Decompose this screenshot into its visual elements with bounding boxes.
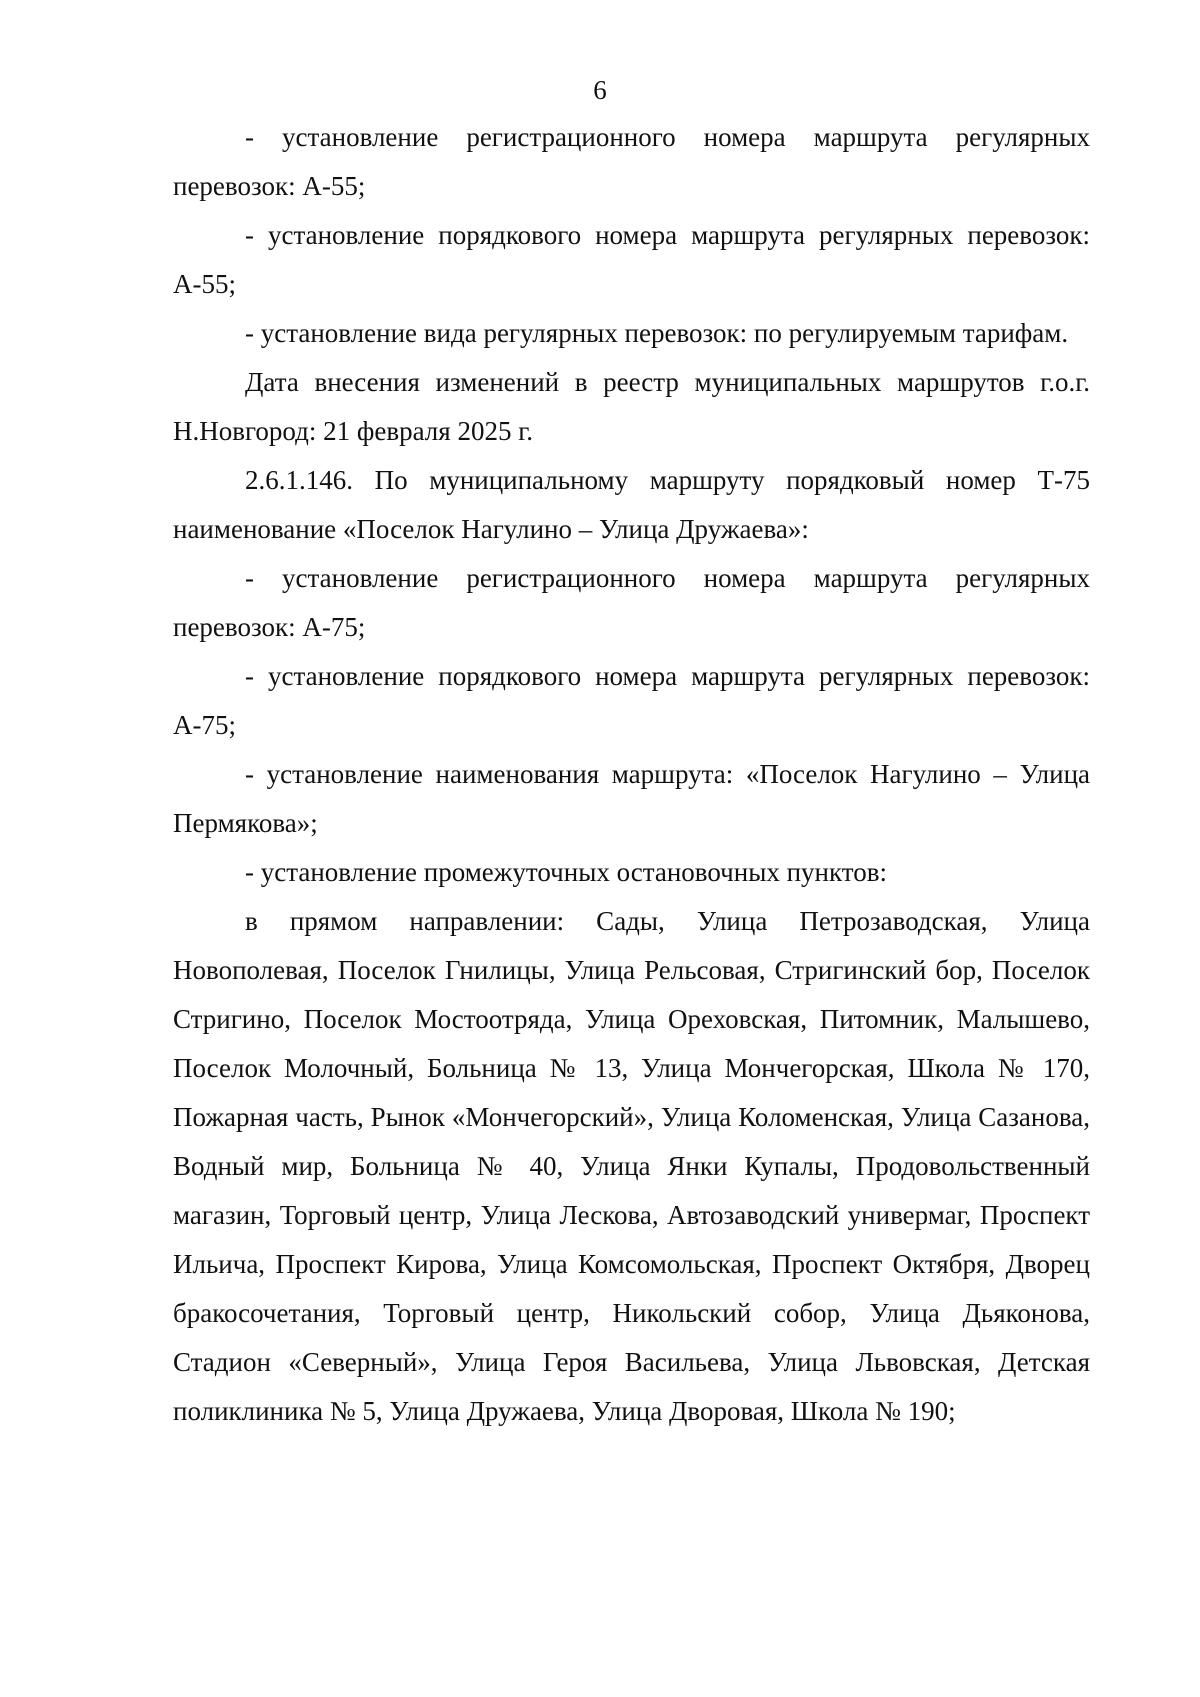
paragraph-registration-number-a55: - установление регистрационного номера маршрута регулярных перевозок: А-55; <box>173 122 1090 201</box>
paragraph-forward-direction-stops: в прямом направлении: Сады, Улица Петрозаводская, Улица Новополевая, Поселок Гнилицы, Улица Рельсовая, Стригинский бор, Поселок Стригино, Поселок Мостоотряда, Улица Ореховская, Питомник, Малышево, Поселок Молочный, Больница № 13, Улица Мончегорская, Школа № 170, Пожарная часть, Рынок «Мончегорский», Улица Коломенская, Улица Сазанова, Водный мир, Больница № 40, Улица Янки Купалы, Продовольственный магазин, Торговый центр, Улица Лескова, Автозаводский универмаг, Проспект Ильича, Проспект Кирова, Улица Комсомольская, Проспект Октября, Дворец бракосочетания, Торговый центр, Никольский собор, Улица Дьяконова, Стадион «Северный», Улица Героя Васильева, Улица Львовская, Детская поликлиника № 5, Улица Дружаева, Улица Дворовая, Школа № 190; <box>173 906 1090 1426</box>
paragraph-change-date: Дата внесения изменений в реестр муниципальных маршрутов г.о.г. Н.Новгород: 21 февраля 2025 г. <box>173 367 1090 446</box>
paragraph-route-name: - установление наименования маршрута: «Поселок Нагулино – Улица Пермякова»; <box>173 759 1090 838</box>
paragraph-registration-number-a75: - установление регистрационного номера маршрута регулярных перевозок: А-75; <box>173 563 1090 642</box>
paragraph-transport-type: - установление вида регулярных перевозок: по регулируемым тарифам. <box>245 318 1069 348</box>
document-body <box>173 113 1090 1436</box>
paragraph-section-2-6-1-146: 2.6.1.146. По муниципальному маршруту порядковый номер Т-75 наименование «Поселок Нагулино – Улица Дружаева»: <box>173 465 1090 544</box>
paragraph-ordinal-number-a55: - установление порядкового номера маршрута регулярных перевозок: А-55; <box>173 220 1090 299</box>
page-number: 6 <box>593 75 607 105</box>
paragraph-ordinal-number-a75: - установление порядкового номера маршрута регулярных перевозок: А-75; <box>173 661 1090 740</box>
paragraph-intermediate-stops-heading: - установление промежуточных остановочных пунктов: <box>245 857 887 887</box>
